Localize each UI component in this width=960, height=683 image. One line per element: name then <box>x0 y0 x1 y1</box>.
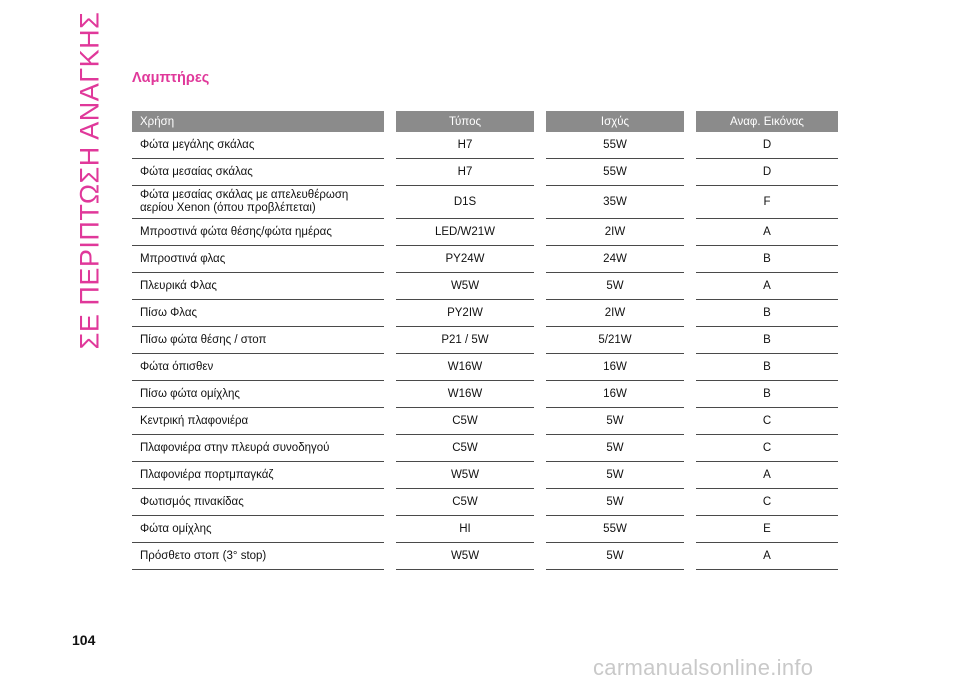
side-section-title-text: ΣΕ ΠΕΡΙΠΤΩΣΗ ΑΝΑΓΚΗΣ <box>74 11 105 349</box>
cell-type: C5W <box>396 408 534 435</box>
cell-power: 5W <box>546 489 684 516</box>
cell-use: Κεντρική πλαφονιέρα <box>132 408 384 435</box>
cell-ref: C <box>696 489 838 516</box>
table-row <box>132 273 838 300</box>
table-row <box>132 462 838 489</box>
cell-type: PY24W <box>396 246 534 273</box>
cell-ref: C <box>696 408 838 435</box>
cell-power: 2IW <box>546 300 684 327</box>
table-row <box>132 516 838 543</box>
header-power: Ισχύς <box>546 111 684 132</box>
cell-use: Φώτα ομίχλης <box>132 516 384 543</box>
table-row <box>132 246 838 273</box>
cell-type: P21 / 5W <box>396 327 534 354</box>
cell-ref: A <box>696 462 838 489</box>
cell-type: C5W <box>396 489 534 516</box>
cell-ref: D <box>696 159 838 186</box>
table-row <box>132 381 838 408</box>
cell-use: Φώτα μεσαίας σκάλας με απελευθέρωση αερίου Xenon (όπου προβλέπεται) <box>132 186 384 219</box>
cell-use: Φώτα μεγάλης σκάλας <box>132 132 384 159</box>
cell-power: 55W <box>546 159 684 186</box>
side-section-title <box>60 11 120 349</box>
cell-ref: E <box>696 516 838 543</box>
cell-ref: B <box>696 327 838 354</box>
table-row <box>132 186 838 219</box>
header-type: Τύπος <box>396 111 534 132</box>
cell-use: Φώτα όπισθεν <box>132 354 384 381</box>
cell-use: Πλευρικά Φλας <box>132 273 384 300</box>
cell-type: H7 <box>396 132 534 159</box>
cell-type: C5W <box>396 435 534 462</box>
table-header-row <box>132 111 838 132</box>
cell-ref: A <box>696 273 838 300</box>
header-ref: Αναφ. Εικόνας <box>696 111 838 132</box>
cell-use: Πίσω φώτα θέσης / στοπ <box>132 327 384 354</box>
table-row <box>132 219 838 246</box>
cell-ref: A <box>696 219 838 246</box>
cell-use: Πίσω Φλας <box>132 300 384 327</box>
cell-power: 5W <box>546 462 684 489</box>
cell-use: Φώτα μεσαίας σκάλας <box>132 159 384 186</box>
cell-use: Μπροστινά φώτα θέσης/φώτα ημέρας <box>132 219 384 246</box>
cell-ref: D <box>696 132 838 159</box>
cell-type: W16W <box>396 381 534 408</box>
cell-type: W5W <box>396 273 534 300</box>
cell-use: Φωτισμός πινακίδας <box>132 489 384 516</box>
cell-use: Πρόσθετο στοπ (3° stop) <box>132 543 384 570</box>
cell-type: W5W <box>396 462 534 489</box>
cell-type: W5W <box>396 543 534 570</box>
watermark: carmanualsonline.info <box>593 655 814 680</box>
cell-ref: C <box>696 435 838 462</box>
cell-type: PY2IW <box>396 300 534 327</box>
cell-ref: B <box>696 354 838 381</box>
header-use: Χρήση <box>132 111 384 132</box>
cell-ref: B <box>696 300 838 327</box>
cell-power: 16W <box>546 354 684 381</box>
cell-type: LED/W21W <box>396 219 534 246</box>
cell-power: 55W <box>546 132 684 159</box>
table-row <box>132 300 838 327</box>
cell-ref: B <box>696 246 838 273</box>
cell-use: Πίσω φώτα ομίχλης <box>132 381 384 408</box>
cell-power: 16W <box>546 381 684 408</box>
cell-power: 5W <box>546 543 684 570</box>
table-row <box>132 489 838 516</box>
cell-ref: A <box>696 543 838 570</box>
table-row <box>132 132 838 159</box>
table-row <box>132 354 838 381</box>
table-row <box>132 327 838 354</box>
bulbs-table <box>132 111 838 570</box>
cell-type: HI <box>396 516 534 543</box>
cell-power: 24W <box>546 246 684 273</box>
cell-power: 5W <box>546 435 684 462</box>
cell-power: 35W <box>546 186 684 219</box>
cell-type: D1S <box>396 186 534 219</box>
cell-ref: F <box>696 186 838 219</box>
cell-use: Πλαφονιέρα πορτμπαγκάζ <box>132 462 384 489</box>
cell-use: Πλαφονιέρα στην πλευρά συνοδηγού <box>132 435 384 462</box>
cell-type: W16W <box>396 354 534 381</box>
cell-power: 55W <box>546 516 684 543</box>
cell-use: Μπροστινά φλας <box>132 246 384 273</box>
page-number: 104 <box>72 632 96 648</box>
table-row <box>132 435 838 462</box>
section-title: Λαμπτήρες <box>132 70 210 86</box>
cell-power: 5/21W <box>546 327 684 354</box>
table-row <box>132 159 838 186</box>
cell-power: 5W <box>546 273 684 300</box>
cell-type: H7 <box>396 159 534 186</box>
cell-power: 2IW <box>546 219 684 246</box>
cell-power: 5W <box>546 408 684 435</box>
table-row <box>132 543 838 570</box>
cell-ref: B <box>696 381 838 408</box>
table-row <box>132 408 838 435</box>
